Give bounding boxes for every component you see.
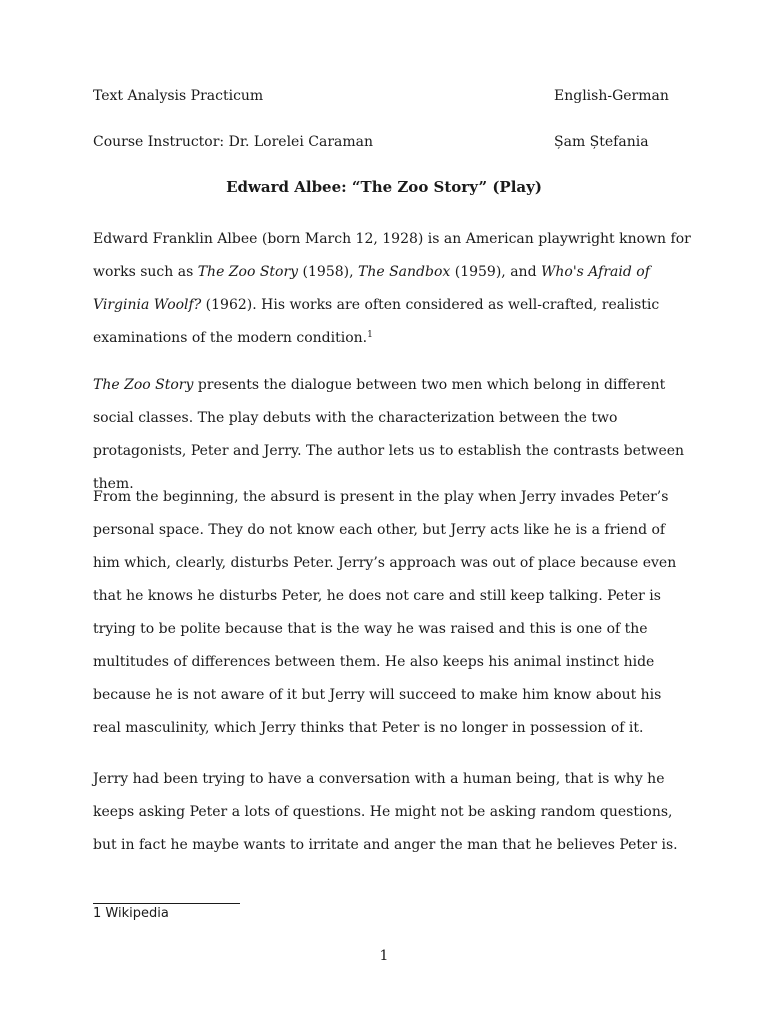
paragraph-1-text-a: Edward Franklin Albee (born March 12, 1928) is an American playwright known for works such as (93, 231, 691, 280)
student-name: Șam Ștefania (554, 134, 649, 150)
document-title: Edward Albee: “The Zoo Story” (Play) (226, 178, 542, 196)
program-name: English-German (554, 88, 669, 104)
course-name: Text Analysis Practicum (93, 88, 264, 104)
paragraph-1 (93, 223, 693, 355)
page-number: 1 (379, 948, 389, 964)
footnote-text: 1 Wikipedia (93, 906, 169, 921)
paragraph-1-text-d: (1962). His works are often considered as well-crafted, realistic examinations of the modern condition. (93, 297, 660, 346)
footnote-reference[interactable]: 1 (367, 330, 373, 340)
paragraph-1-text-b: (1958), (298, 264, 358, 280)
work-title-virginia-woolf: Who's Afraid of Virginia Woolf? (93, 264, 650, 313)
paragraph-2-text: presents the dialogue between two men which belong in different social classes. The play debuts with the characterization between the two protagonists, Peter and Jerry. The author lets us to establish the contrasts between them. (93, 377, 685, 492)
paragraph-4: Jerry had been trying to have a conversation with a human being, that is why he keeps asking Peter a lots of questions. He might not be asking random questions, but in fact he maybe wants to irritate and anger the man that he believes Peter is. (93, 771, 678, 853)
work-title-zoo-story: The Zoo Story (197, 264, 299, 280)
paragraph-3: From the beginning, the absurd is present in the play when Jerry invades Peter’s personal space. They do not know each other, but Jerry acts like he is a friend of him which, clearly, disturbs Peter. Jerry’s approach was out of place because even that he knows he disturbs Peter, he does not care and still keep talking. Peter is trying to be polite because that is the way he was raised and this is one of the multitudes of differences between them. He also keeps his animal instinct hide because he is not aware of it but Jerry will succeed to make him know about his real masculinity, which Jerry thinks that Peter is no longer in possession of it. (93, 489, 677, 736)
paragraph-1-text-c: (1959), and (450, 264, 541, 280)
instructor-name: Course Instructor: Dr. Lorelei Caraman (93, 134, 373, 150)
footnote-separator (93, 903, 240, 904)
header-row-1 (93, 88, 708, 108)
header-row-2 (93, 134, 708, 154)
work-title-sandbox: The Sandbox (358, 264, 451, 280)
work-title-zoo-story-2: The Zoo Story (93, 377, 194, 393)
